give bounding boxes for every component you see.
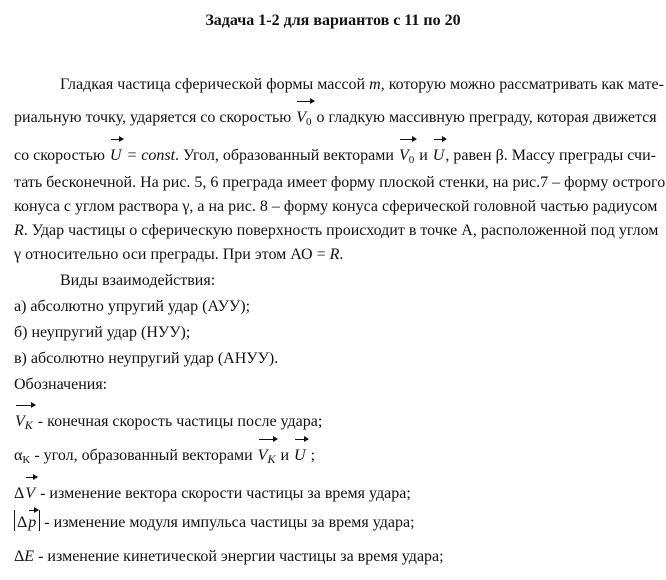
notation-item-delta-p bbox=[14, 510, 415, 534]
text: , равен β. Массу преграды счи- bbox=[445, 147, 656, 164]
paragraph-line-5: конуса с углом раствора γ, а на рис. 8 – форму конуса сферической головной частью радиусом bbox=[14, 198, 658, 215]
notation-item-vk bbox=[14, 404, 322, 436]
vector-v0: $V_0$ bbox=[296, 100, 311, 133]
paragraph-line-3 bbox=[14, 138, 656, 171]
text: γ относительно оси преграды. При этом АО = bbox=[14, 246, 330, 263]
vector-u: U bbox=[294, 438, 306, 467]
paragraph-line-4: тать бесконечной. На рис. 5, 6 преграда имеет форму плоской стенки, на рис.7 – форму острого bbox=[14, 174, 666, 191]
text: о гладкую массивную преграду, которая движется bbox=[312, 109, 657, 126]
text: - изменение кинетической энергии частицы за время удара; bbox=[34, 548, 444, 565]
const-expression: = const bbox=[126, 147, 176, 164]
text: и bbox=[276, 447, 294, 464]
text: - угол, образованный векторами bbox=[30, 447, 257, 464]
interaction-type-item: в) абсолютно неупругий удар (АНУУ). bbox=[14, 350, 279, 367]
delta-symbol: Δ bbox=[14, 548, 25, 565]
vector-u: U bbox=[433, 138, 445, 167]
mass-symbol: m bbox=[369, 76, 381, 93]
interaction-type-item: а) абсолютно упругий удар (АУУ); bbox=[14, 298, 251, 315]
text: , которую можно рассматривать как мате- bbox=[380, 76, 664, 93]
text: - конечная скорость частицы после удара; bbox=[33, 413, 323, 430]
vector-vk: $V_K$ bbox=[258, 438, 276, 470]
interaction-type-item: б) неупругий удар (НУУ); bbox=[14, 324, 191, 341]
vector-v0: $V_0$ bbox=[399, 138, 414, 171]
task-title: Задача 1-2 для вариантов с 11 по 20 bbox=[205, 12, 461, 29]
energy-symbol: E bbox=[24, 548, 35, 565]
text: - изменение модуля импульса частицы за время удара; bbox=[40, 514, 415, 531]
interaction-types-heading: Виды взаимодействия: bbox=[60, 272, 216, 289]
notation-item-delta-v bbox=[14, 476, 411, 505]
alpha-symbol: α bbox=[14, 447, 23, 464]
paragraph-line-6 bbox=[14, 220, 658, 242]
text: и bbox=[415, 147, 432, 164]
delta-symbol: Δ bbox=[14, 485, 25, 502]
notation-item-alpha bbox=[14, 438, 315, 471]
text: со скоростью bbox=[14, 147, 109, 164]
text: . Удар частицы о сферическую поверхность происходит в точке А, расположенной под углом bbox=[23, 222, 659, 239]
radius-symbol: R bbox=[14, 222, 24, 239]
paragraph-line-2 bbox=[14, 100, 657, 133]
radius-symbol: R bbox=[329, 246, 340, 263]
notation-item-delta-e bbox=[14, 546, 444, 568]
delta-p-magnitude: Δ p bbox=[14, 510, 40, 531]
paragraph-line-7 bbox=[14, 244, 343, 266]
text: . bbox=[339, 246, 344, 263]
text: . Угол, образованный векторами bbox=[175, 147, 398, 164]
vector-v: V bbox=[25, 476, 35, 505]
notation-heading: Обозначения: bbox=[14, 376, 108, 393]
vector-u: U bbox=[110, 138, 122, 167]
text: ; bbox=[306, 447, 316, 464]
paragraph-line-1 bbox=[60, 74, 664, 96]
vector-vk: $V_K$ bbox=[15, 404, 33, 436]
text: - изменение вектора скорости частицы за время удара; bbox=[36, 485, 411, 502]
text: Гладкая частица сферической формы массой bbox=[60, 76, 370, 93]
text: риальную точку, ударяется со скоростью bbox=[14, 109, 296, 126]
alpha-subscript: K bbox=[22, 454, 31, 466]
